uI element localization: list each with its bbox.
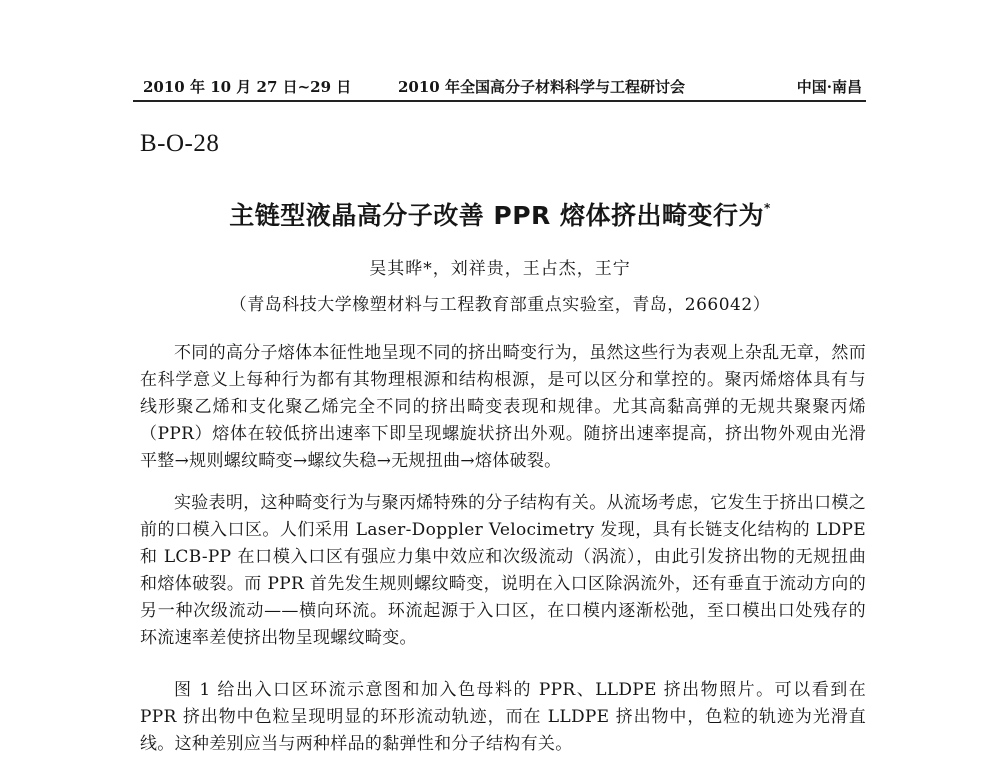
paper-code: B-O-28: [140, 130, 220, 157]
header-date: 2010 年 10 月 27 日~29 日: [143, 78, 352, 96]
paper-affiliation: （青岛科技大学橡塑材料与工程教育部重点实验室，青岛，266042）: [229, 295, 771, 315]
paper-title: [0, 196, 1000, 232]
header-conference: 2010 年全国高分子材料科学与工程研讨会: [398, 78, 685, 96]
body-paragraph-2: 实验表明，这种畸变行为与聚丙烯特殊的分子结构有关。从流场考虑，它发生于挤出口模之前的口模入口区。人们采用 Laser-Doppler Velocimetry 发现，具有长链支化结构的 LDPE 和 LCB-PP 在口模入口区有强应力集中效应和次级流动（涡流），由此引发挤出物的无规扭曲和熔体破裂。而 PPR 首先发生规则螺纹畸变，说明在入口区除涡流外，还有垂直于流动方向的另一种次级流动——横向环流。环流起源于入口区，在口模内逐渐松弛，至口模出口处残存的环流速率差使挤出物呈现螺纹畸变。: [140, 493, 866, 648]
paper-authors: 吴其晔*，刘祥贵，王占杰，王宁: [369, 259, 631, 279]
body-paragraph-3: 图 1 给出入口区环流示意图和加入色母料的 PPR、LLDPE 挤出物照片。可以看到在 PPR 挤出物中色粒呈现明显的环形流动轨迹，而在 LLDPE 挤出物中，色粒的轨迹为光滑直线。这种差别应当与两种样品的黏弹性和分子结构有关。: [140, 680, 866, 754]
running-header: [133, 76, 866, 100]
body-paragraph-1: 不同的高分子熔体本征性地呈现不同的挤出畸变行为，虽然这些行为表观上杂乱无章，然而在科学意义上每种行为都有其物理根源和结构根源，是可以区分和掌控的。聚丙烯熔体具有与线形聚乙烯和支化聚乙烯完全不同的挤出畸变表现和规律。尤其高黏高弹的无规共聚聚丙烯（PPR）熔体在较低挤出速率下即呈现螺旋状挤出外观。随挤出速率提高，挤出物外观由光滑平整→规则螺纹畸变→螺纹失稳→无规扭曲→熔体破裂。: [140, 343, 866, 471]
title-footnote-mark: *: [764, 201, 771, 215]
header-location: 中国·南昌: [796, 78, 862, 96]
paper-title-text: 主链型液晶高分子改善 PPR 熔体挤出畸变行为: [229, 201, 765, 230]
header-rule: [133, 100, 866, 102]
